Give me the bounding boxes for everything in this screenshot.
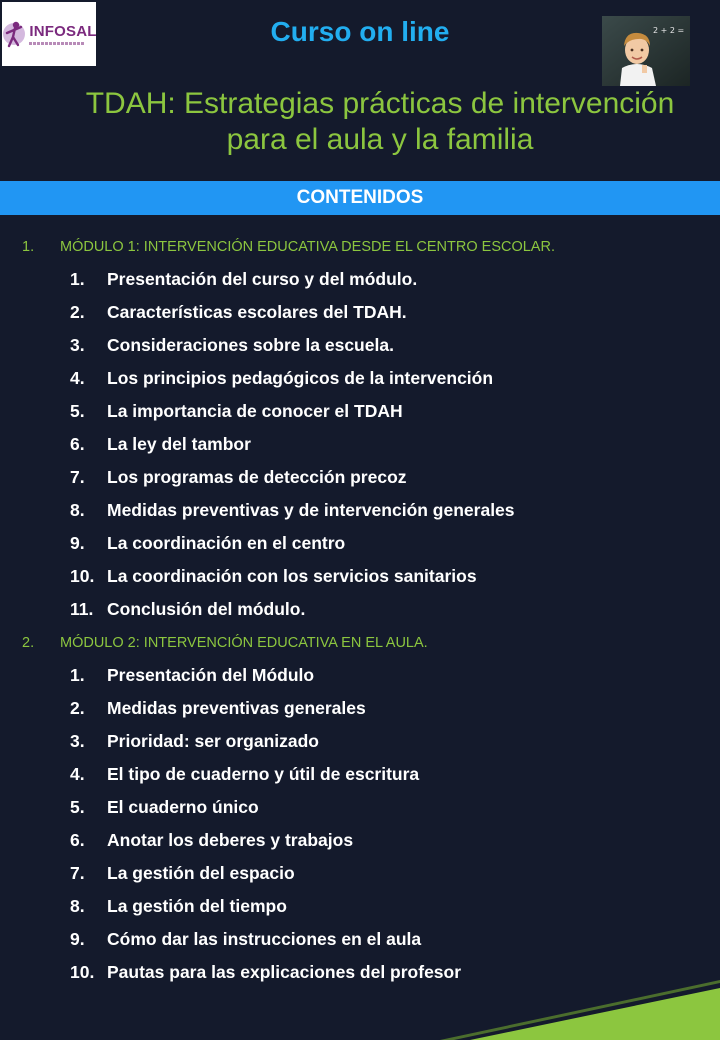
list-item (0, 527, 720, 560)
list-item (0, 857, 720, 890)
item-label: El cuaderno único (107, 797, 259, 817)
list-item (0, 296, 720, 329)
module-number: 2. (22, 634, 35, 651)
green-corner-accent (440, 980, 720, 1040)
module-heading (0, 626, 720, 659)
item-label: Características escolares del TDAH. (107, 302, 407, 322)
item-number: 5. (70, 797, 85, 817)
item-number: 7. (70, 467, 85, 487)
list-item (0, 329, 720, 362)
item-number: 8. (70, 896, 85, 916)
item-label: Medidas preventivas y de intervención generales (107, 500, 515, 520)
item-number: 2. (70, 302, 85, 322)
list-item (0, 659, 720, 692)
list-item (0, 560, 720, 593)
item-number: 10. (70, 962, 95, 982)
course-title (40, 86, 720, 158)
list-item (0, 923, 720, 956)
item-label: Conclusión del módulo. (107, 599, 306, 619)
course-title-line-1: TDAH: Estrategias prácticas de intervención (85, 87, 675, 120)
item-label: Consideraciones sobre la escuela. (107, 335, 394, 355)
module-heading (0, 230, 720, 263)
list-item (0, 494, 720, 527)
list-item (0, 593, 720, 626)
item-label: Presentación del Módulo (107, 665, 315, 685)
item-label: La gestión del tiempo (107, 896, 287, 916)
item-number: 4. (70, 764, 85, 784)
list-item (0, 395, 720, 428)
module-number: 1. (22, 238, 35, 255)
item-label: Prioridad: ser organizado (107, 731, 319, 751)
list-item (0, 791, 720, 824)
item-number: 7. (70, 863, 85, 883)
item-label: Los principios pedagógicos de la intervención (107, 368, 494, 388)
list-item (0, 758, 720, 791)
item-number: 8. (70, 500, 85, 520)
list-item (0, 263, 720, 296)
item-label: La ley del tambor (107, 434, 251, 454)
item-label: Pautas para las explicaciones del profesor (107, 962, 462, 982)
item-label: Los programas de detección precoz (107, 467, 407, 487)
item-label: Cómo dar las instrucciones en el aula (107, 929, 422, 949)
item-label: El tipo de cuaderno y útil de escritura (107, 764, 420, 784)
item-label: Medidas preventivas generales (107, 698, 366, 718)
list-item (0, 362, 720, 395)
item-number: 11. (70, 599, 94, 619)
module-title: MÓDULO 2: INTERVENCIÓN EDUCATIVA EN EL AULA. (60, 634, 428, 651)
item-label: La coordinación en el centro (107, 533, 346, 553)
list-item (0, 692, 720, 725)
contents-list (0, 230, 720, 989)
item-number: 2. (70, 698, 85, 718)
item-number: 10. (70, 566, 95, 586)
item-label: La coordinación con los servicios sanitarios (107, 566, 477, 586)
contents-heading: CONTENIDOS (0, 181, 720, 215)
item-number: 1. (70, 269, 85, 289)
item-label: La gestión del espacio (107, 863, 295, 883)
list-item (0, 824, 720, 857)
chalkboard-text: 2 + 2 = (653, 26, 685, 35)
item-number: 6. (70, 830, 85, 850)
item-number: 9. (70, 929, 85, 949)
course-title-line-2: para el aula y la familia (226, 123, 534, 156)
item-number: 5. (70, 401, 85, 421)
list-item (0, 725, 720, 758)
item-label: Presentación del curso y del módulo. (107, 269, 418, 289)
item-number: 1. (70, 665, 85, 685)
child-at-chalkboard-photo (602, 16, 690, 86)
logo-text: INFOSAL (29, 22, 97, 40)
item-number: 6. (70, 434, 85, 454)
course-subtitle: Curso on line (270, 16, 450, 47)
list-item (0, 890, 720, 923)
item-number: 4. (70, 368, 85, 388)
module-title: MÓDULO 1: INTERVENCIÓN EDUCATIVA DESDE EL CENTRO ESCOLAR. (60, 238, 555, 255)
item-number: 3. (70, 335, 85, 355)
item-label: La importancia de conocer el TDAH (107, 401, 403, 421)
list-item (0, 428, 720, 461)
list-item (0, 461, 720, 494)
item-number: 9. (70, 533, 85, 553)
item-number: 3. (70, 731, 85, 751)
item-label: Anotar los deberes y trabajos (107, 830, 354, 850)
